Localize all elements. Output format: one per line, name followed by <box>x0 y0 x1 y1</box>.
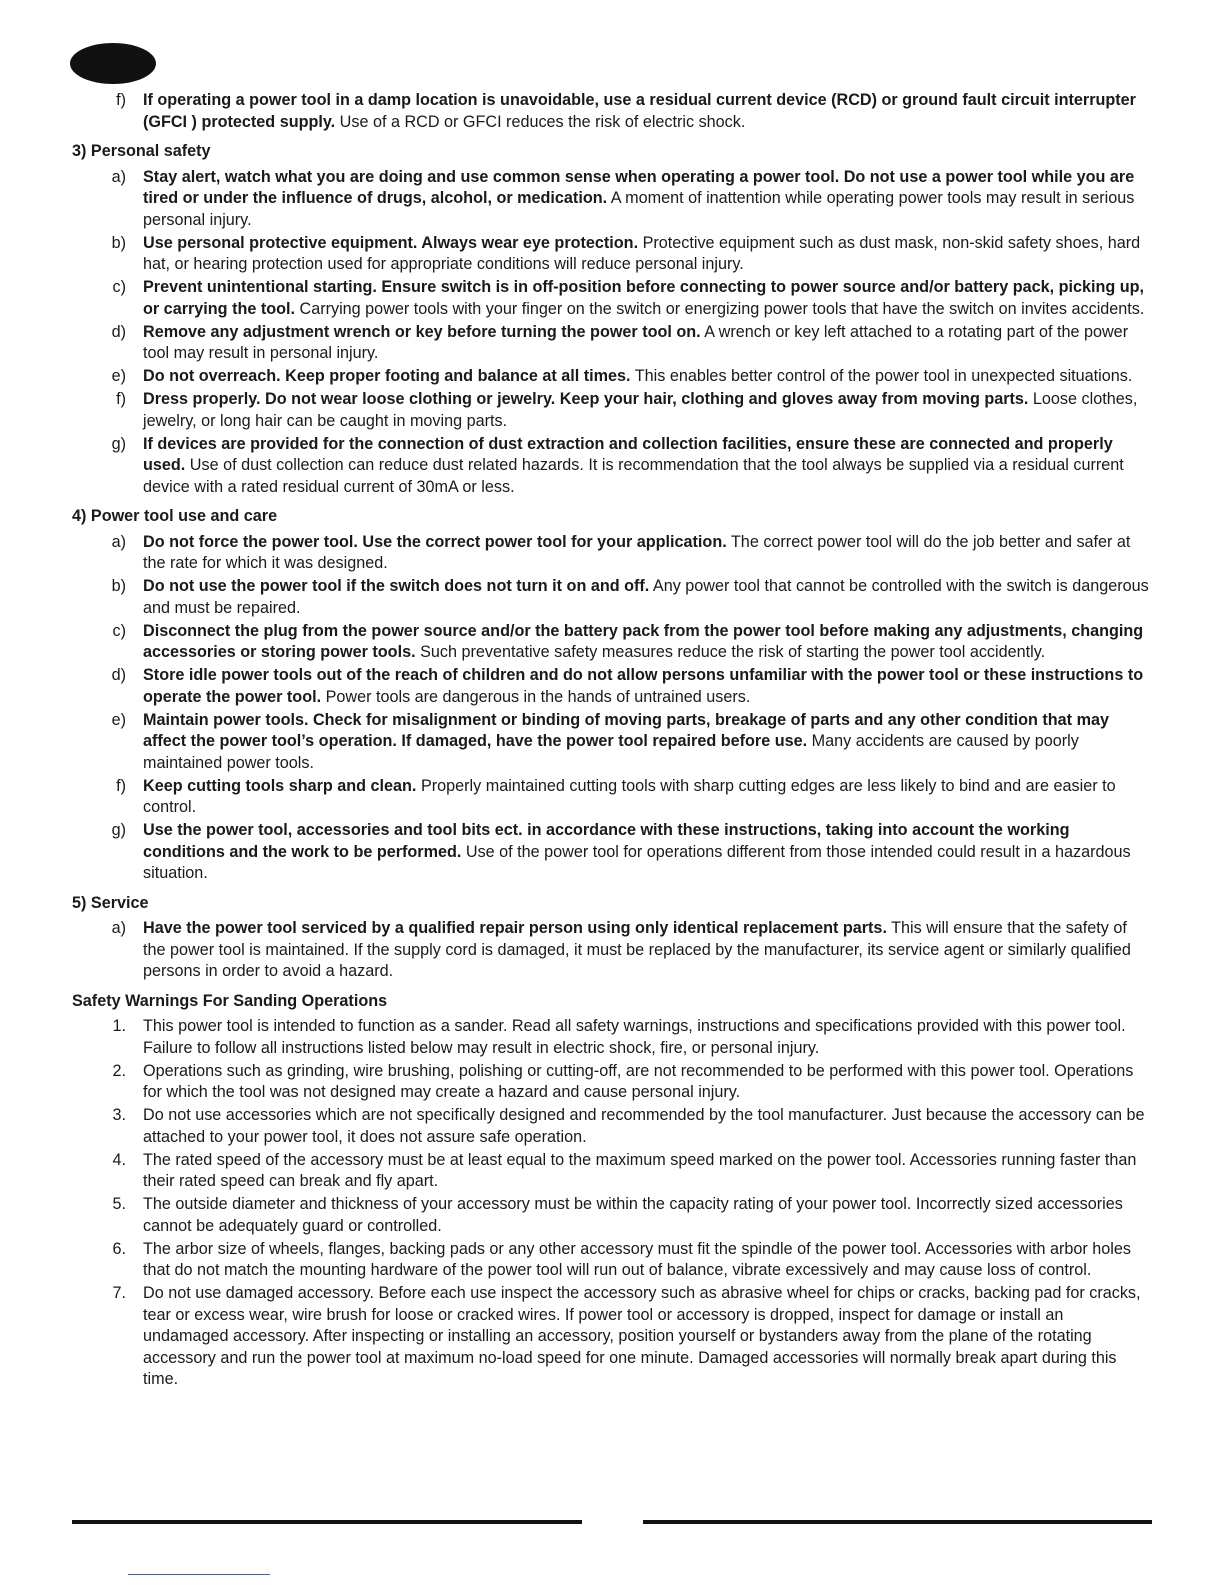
section-heading: 5) Service <box>72 893 149 912</box>
safety-instructions-body <box>72 90 1150 1392</box>
list-item-body <box>143 1194 1150 1237</box>
list-item-label: 2. <box>112 1061 126 1080</box>
list-item-text: The rated speed of the accessory must be at least equal to the maximum speed marked on the power tool. Accessories running faster than their rated speed can break and fly apart. <box>143 1150 1137 1190</box>
list-item-label: 7. <box>112 1284 126 1302</box>
list-item-body <box>143 366 1150 388</box>
list-item-text: Properly maintained cutting tools with sharp cutting edges are less likely to bind and are easier to control. <box>143 776 1116 816</box>
list-item-body <box>143 90 1150 133</box>
list-item-body <box>143 710 1150 775</box>
list-item-label: a) <box>111 532 126 551</box>
list-item-text: Use of the power tool for operations different from those intended could result in a hazardous situation. <box>143 842 1131 882</box>
list-item-text: Use of a RCD or GFCI reduces the risk of electric shock. <box>339 112 746 131</box>
list-item-label: f) <box>116 91 126 109</box>
list-item-text: The outside diameter and thickness of your accessory must be within the capacity rating of your power tool. Incorrectly sized accessories cannot be adequately guard or controlled. <box>143 1195 1123 1235</box>
list-item <box>72 918 1150 983</box>
list-item-text: Operations such as grinding, wire brushing, polishing or cutting-off, are not recommended to be performed with this power tool. Operations for which the tool was not designed may create a hazard and cause personal injury. <box>143 1061 1134 1101</box>
list-item-body <box>143 1283 1150 1391</box>
list-item-bold-text: Maintain power tools. Check for misalignment or binding of moving parts, breakage of parts and any other condition that may affect the power tool’s operation. If damaged, have the power tool repaired before use. <box>143 710 1109 750</box>
list-item-body <box>143 532 1150 575</box>
list-item <box>72 1239 1150 1282</box>
list-item-bold-text: Store idle power tools out of the reach of children and do not allow persons unfamiliar with the power tool or these instructions to operate the power tool. <box>143 666 1144 706</box>
list-item-label: c) <box>112 621 126 640</box>
list-item-label: 6. <box>112 1239 126 1258</box>
list-item-label: 3. <box>112 1106 126 1124</box>
list-item-body <box>143 1016 1150 1059</box>
list-item <box>72 576 1150 619</box>
section-heading: 4) Power tool use and care <box>72 507 278 525</box>
list-item-text: Any power tool that cannot be controlled with the switch is dangerous and must be repaired. <box>143 577 1149 617</box>
list-item-body <box>143 277 1150 320</box>
list-item <box>72 1105 1150 1148</box>
list-item-label: e) <box>111 710 126 729</box>
list-item-bold-text: Dress properly. Do not wear loose clothing or jewelry. Keep your hair, clothing and gloves away from moving parts. <box>143 390 1029 408</box>
list-item <box>72 665 1150 708</box>
list-item-label: a) <box>111 919 126 937</box>
list-item <box>72 233 1150 276</box>
list-item <box>72 1194 1150 1237</box>
list-item-label: g) <box>111 821 126 839</box>
section-heading: 3) Personal safety <box>72 142 211 160</box>
list-item-text: Carrying power tools with your finger on the switch or energizing power tools that have the switch on invites accidents. <box>299 299 1145 318</box>
list-item <box>72 277 1150 320</box>
list-item-body <box>143 665 1150 708</box>
list-item-text: Protective equipment such as dust mask, non-skid safety shoes, hard hat, or hearing protection used for appropriate conditions will reduce personal injury. <box>143 233 1141 273</box>
list-item-label: f) <box>116 776 126 795</box>
list-item-body <box>143 918 1150 983</box>
list-item-text: Use of dust collection can reduce dust related hazards. It is recommendation that the tool always be supplied via a residual current device with a rated residual current of 30mA or less. <box>143 456 1124 496</box>
list-item <box>72 434 1150 499</box>
list-item-text: Many accidents are caused by poorly maintained power tools. <box>143 732 1079 772</box>
list-item <box>72 1061 1150 1104</box>
list-item-text: The correct power tool will do the job better and safer at the rate for which it was designed. <box>143 532 1131 572</box>
list-item-text: Loose clothes, jewelry, or long hair can be caught in moving parts. <box>143 390 1138 430</box>
list-item <box>72 366 1150 388</box>
list-item-text: Power tools are dangerous in the hands of untrained users. <box>325 687 751 706</box>
list-item-bold-text: Keep cutting tools sharp and clean. <box>143 776 417 795</box>
list-item <box>72 1150 1150 1193</box>
list-item-label: d) <box>111 666 126 684</box>
footer-rule-left <box>72 1520 582 1524</box>
list-item-label: b) <box>111 577 126 595</box>
list-item <box>72 90 1150 133</box>
footer-rule-right <box>643 1520 1152 1524</box>
list-item-body <box>143 434 1150 499</box>
list-item-bold-text: Do not use the power tool if the switch does not turn it on and off. <box>143 577 650 595</box>
page-number-badge <box>70 43 156 84</box>
list-item-body <box>143 1239 1150 1282</box>
list-item-label: 4. <box>112 1150 126 1169</box>
list-item-label: f) <box>116 390 126 408</box>
list-item-text: A moment of inattention while operating power tools may result in serious personal injury. <box>143 189 1135 229</box>
list-item <box>72 167 1150 232</box>
list-item-body <box>143 1150 1150 1193</box>
list-item-label: d) <box>111 322 126 341</box>
list-item-text: Do not use damaged accessory. Before each use inspect the accessory such as abrasive wheel for chips or cracks, backing pad for cracks, tear or excess wear, wire brush for loose or cracked wires. If power tool or accessory is dropped, inspect for damage or install an undamaged accessory. After inspecting or installing an accessory, position yourself or bystanders away from the plane of the rotating accessory and run the power tool at maximum no-load speed for one minute. Damaged accessories will normally break apart during this time. <box>143 1284 1141 1388</box>
list-item-text: A wrench or key left attached to a rotating part of the power tool may result in personal injury. <box>143 322 1129 362</box>
list-item <box>72 322 1150 365</box>
list-item <box>72 621 1150 664</box>
list-item-bold-text: If operating a power tool in a damp location is unavoidable, use a residual current device (RCD) or ground fault circuit interrupter (GFCI ) protected supply. <box>143 91 1136 131</box>
list-item-bold-text: Use the power tool, accessories and tool bits ect. in accordance with these instructions, taking into account the working conditions and the work to be performed. <box>143 821 1070 861</box>
list-item <box>72 820 1150 885</box>
list-item-text: Do not use accessories which are not specifically designed and recommended by the tool manufacturer. Just because the accessory can be attached to your power tool, it does not assure safe operation. <box>143 1106 1145 1146</box>
list-item-label: a) <box>111 167 126 186</box>
list-item-bold-text: If devices are provided for the connection of dust extraction and collection facilities, ensure these are connected and properly used. <box>143 434 1113 474</box>
list-item <box>72 710 1150 775</box>
list-item-body <box>143 322 1150 365</box>
list-item-label: b) <box>111 233 126 252</box>
list-item-body <box>143 1061 1150 1104</box>
list-item-bold-text: Disconnect the plug from the power source and/or the battery pack from the power tool before making any adjustments, changing accessories or storing power tools. <box>143 621 1144 661</box>
list-item-body <box>143 576 1150 619</box>
list-item-body <box>143 621 1150 664</box>
list-item <box>72 1283 1150 1391</box>
list-item-bold-text: Use personal protective equipment. Always wear eye protection. <box>143 233 639 252</box>
list-item-label: c) <box>112 278 126 296</box>
list-item-bold-text: Have the power tool serviced by a qualified repair person using only identical replacement parts. <box>143 919 887 937</box>
list-item-bold-text: Remove any adjustment wrench or key before turning the power tool on. <box>143 322 701 341</box>
list-item-label: e) <box>111 367 126 385</box>
list-item-body <box>143 233 1150 276</box>
list-item-body <box>143 1105 1150 1148</box>
footer-link-underline <box>128 1574 270 1575</box>
list-item-text: This will ensure that the safety of the power tool is maintained. If the supply cord is damaged, it must be replaced by the manufacturer, its service agent or similarly qualified persons in order to avoid a hazard. <box>143 919 1131 980</box>
list-item <box>72 1016 1150 1059</box>
list-item <box>72 776 1150 819</box>
list-item <box>72 389 1150 432</box>
list-item-text: This power tool is intended to function as a sander. Read all safety warnings, instructions and specifications provided with this power tool. Failure to follow all instructions listed below may result in electric shock, fire, or personal injury. <box>143 1017 1126 1057</box>
list-item-label: 1. <box>112 1017 126 1035</box>
list-item-text: The arbor size of wheels, flanges, backing pads or any other accessory must fit the spindle of the power tool. Accessories with arbor holes that do not match the mounting hardware of the power tool will run out of balance, vibrate excessively and may cause loss of control. <box>143 1239 1131 1279</box>
list-item-body <box>143 167 1150 232</box>
list-item <box>72 532 1150 575</box>
list-item-body <box>143 776 1150 819</box>
list-item-body <box>143 820 1150 885</box>
list-item-text: This enables better control of the power tool in unexpected situations. <box>634 367 1133 385</box>
list-item-text: Such preventative safety measures reduce the risk of starting the power tool accidently. <box>420 643 1046 661</box>
list-item-bold-text: Stay alert, watch what you are doing and use common sense when operating a power tool. Do not use a power tool while you are tired or under the influence of drugs, alcohol, or medication. <box>143 167 1135 207</box>
section-heading: Safety Warnings For Sanding Operations <box>72 991 388 1010</box>
list-item-label: 5. <box>112 1195 126 1213</box>
list-item-label: g) <box>111 434 126 453</box>
list-item-bold-text: Prevent unintentional starting. Ensure switch is in off-position before connecting to power source and/or battery pack, picking up, or carrying the tool. <box>143 278 1145 318</box>
list-item-bold-text: Do not force the power tool. Use the correct power tool for your application. <box>143 532 727 551</box>
list-item-bold-text: Do not overreach. Keep proper footing and balance at all times. <box>143 367 631 385</box>
list-item-body <box>143 389 1150 432</box>
